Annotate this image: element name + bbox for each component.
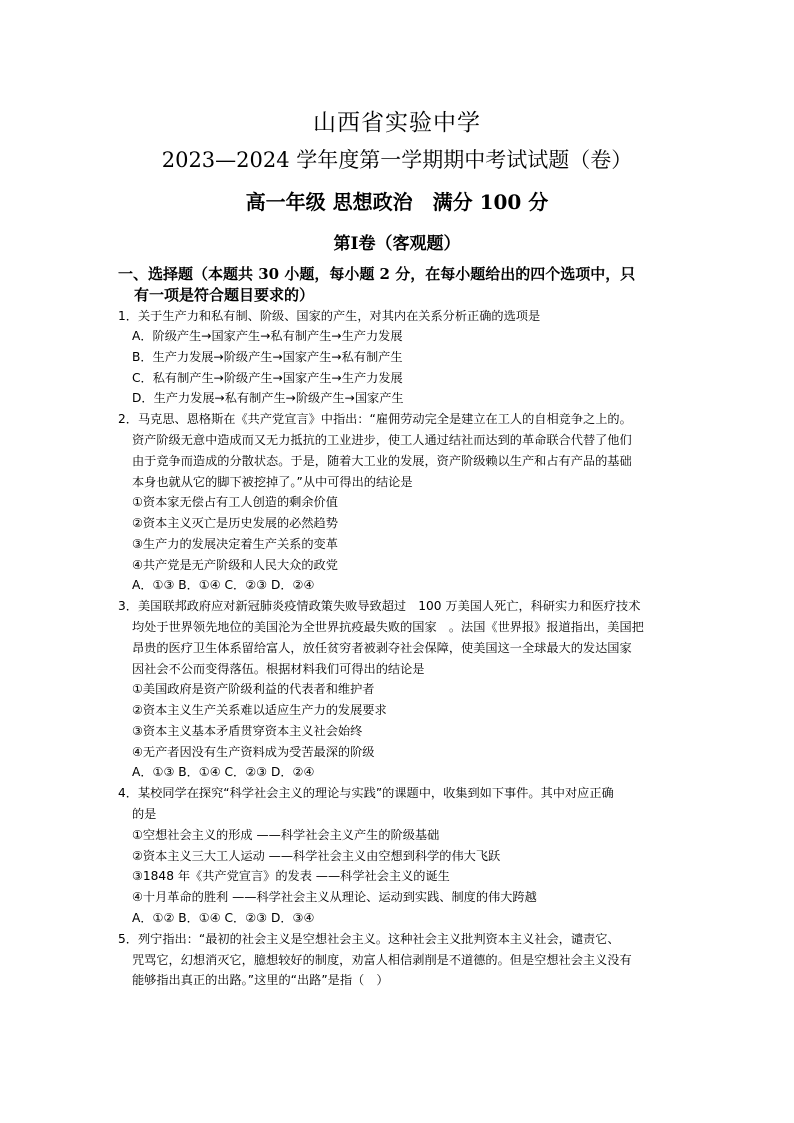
q2-line4: 本身也就从它的脚下被挖掉了。”从中可得出的结论是	[132, 475, 413, 489]
q1-option-d: D．生产力发展→私有制产生→阶级产生→国家产生	[132, 391, 404, 405]
q2-statement-4: ④共产党是无产阶级和人民大众的政党	[132, 558, 338, 572]
q5-line2: 咒骂它，幻想消灭它，臆想较好的制度，劝富人相信剥削是不道德的。但是空想社会主义没有	[132, 953, 632, 967]
q2-statement-2: ②资本主义灭亡是历史发展的必然趋势	[132, 516, 338, 530]
q2-options: A．①③ B．①④ C．②③ D．②④	[132, 578, 315, 592]
subject-line: 高一年级 思想政治 满分 100 分	[245, 190, 549, 214]
exam-title: 2023—2024 学年度第一学期期中考试试题（卷）	[161, 148, 633, 172]
q3-statement-1: ①美国政府是资产阶级利益的代表者和维护者	[132, 682, 375, 696]
q2-line3: 由于竞争而造成的分散状态。于是，随着大工业的发展，资产阶级赖以生产和占有产品的基础	[132, 454, 632, 468]
school-title: 山西省实验中学	[313, 110, 481, 136]
section-heading-line2: 有一项是符合题目要求的）	[134, 286, 315, 304]
q1-stem: 1．关于生产力和私有制、阶级、国家的产生，对其内在关系分析正确的选项是	[118, 309, 541, 323]
q3-line3: 昂贵的医疗卫生体系留给富人，放任贫穷者被剥夺社会保障，使美国这一全球最大的发达国家	[132, 641, 632, 655]
q1-option-c: C．私有制产生→阶级产生→国家产生→生产力发展	[132, 371, 403, 385]
q3-line1: 3．美国联邦政府应对新冠肺炎疫情政策失败导致超过 100 万美国人死亡，科研实力和医疗技术	[118, 599, 641, 613]
q4-line1: 4．某校同学在探究“科学社会主义的理论与实践”的课题中，收集到如下事件。其中对应正确	[118, 786, 614, 800]
q4-statement-1: ①空想社会主义的形成 ——科学社会主义产生的阶级基础	[132, 828, 440, 842]
q4-line2: 的是	[132, 807, 157, 821]
q2-line2: 资产阶级无意中造成而又无力抵抗的工业进步，使工人通过结社而达到的革命联合代替了他们	[132, 433, 632, 447]
q4-statement-2: ②资本主义三大工人运动 ——科学社会主义由空想到科学的伟大飞跃	[132, 849, 501, 863]
q3-line4: 因社会不公而变得落伍。根据材料我们可得出的结论是	[132, 662, 425, 676]
q5-line1: 5．列宁指出：“最初的社会主义是空想社会主义。这种社会主义批判资本主义社会，谴责它、	[118, 932, 620, 946]
q3-statement-2: ②资本主义生产关系难以适应生产力的发展要求	[132, 703, 387, 717]
q4-options: A．①② B．①④ C．②③ D．③④	[132, 911, 315, 925]
q3-statement-4: ④无产者因没有生产资料成为受苦最深的阶级	[132, 745, 375, 759]
q4-statement-3: ③1848 年《共产党宣言》的发表 ——科学社会主义的诞生	[132, 869, 450, 883]
q3-options: A．①③ B．①④ C．②③ D．②④	[132, 765, 315, 779]
q4-statement-4: ④十月革命的胜利 ——科学社会主义从理论、运动到实践、制度的伟大跨越	[132, 890, 537, 904]
q3-statement-3: ③资本主义基本矛盾贯穿资本主义社会始终	[132, 724, 363, 738]
q1-option-b: B．生产力发展→阶级产生→国家产生→私有制产生	[132, 350, 403, 364]
volume-title: 第Ⅰ卷（客观题）	[333, 234, 461, 254]
q1-option-a: A．阶级产生→国家产生→私有制产生→生产力发展	[132, 329, 403, 343]
q2-statement-1: ①资本家无偿占有工人创造的剩余价值	[132, 495, 338, 509]
q3-line2: 均处于世界领先地位的美国沦为全世界抗疫最失败的国家 。法国《世界报》报道指出，美国把	[132, 620, 644, 634]
q2-statement-3: ③生产力的发展决定着生产关系的变革	[132, 537, 338, 551]
q5-line3: 能够指出真正的出路。”这里的“出路”是指（ ）	[132, 973, 389, 987]
q2-line1: 2．马克思、恩格斯在《共产党宣言》中指出：“雇佣劳动完全是建立在工人的自相竞争之上的。	[118, 412, 632, 426]
section-heading-line1: 一、选择题（本题共 30 小题，每小题 2 分，在每小题给出的四个选项中，只	[118, 265, 636, 283]
